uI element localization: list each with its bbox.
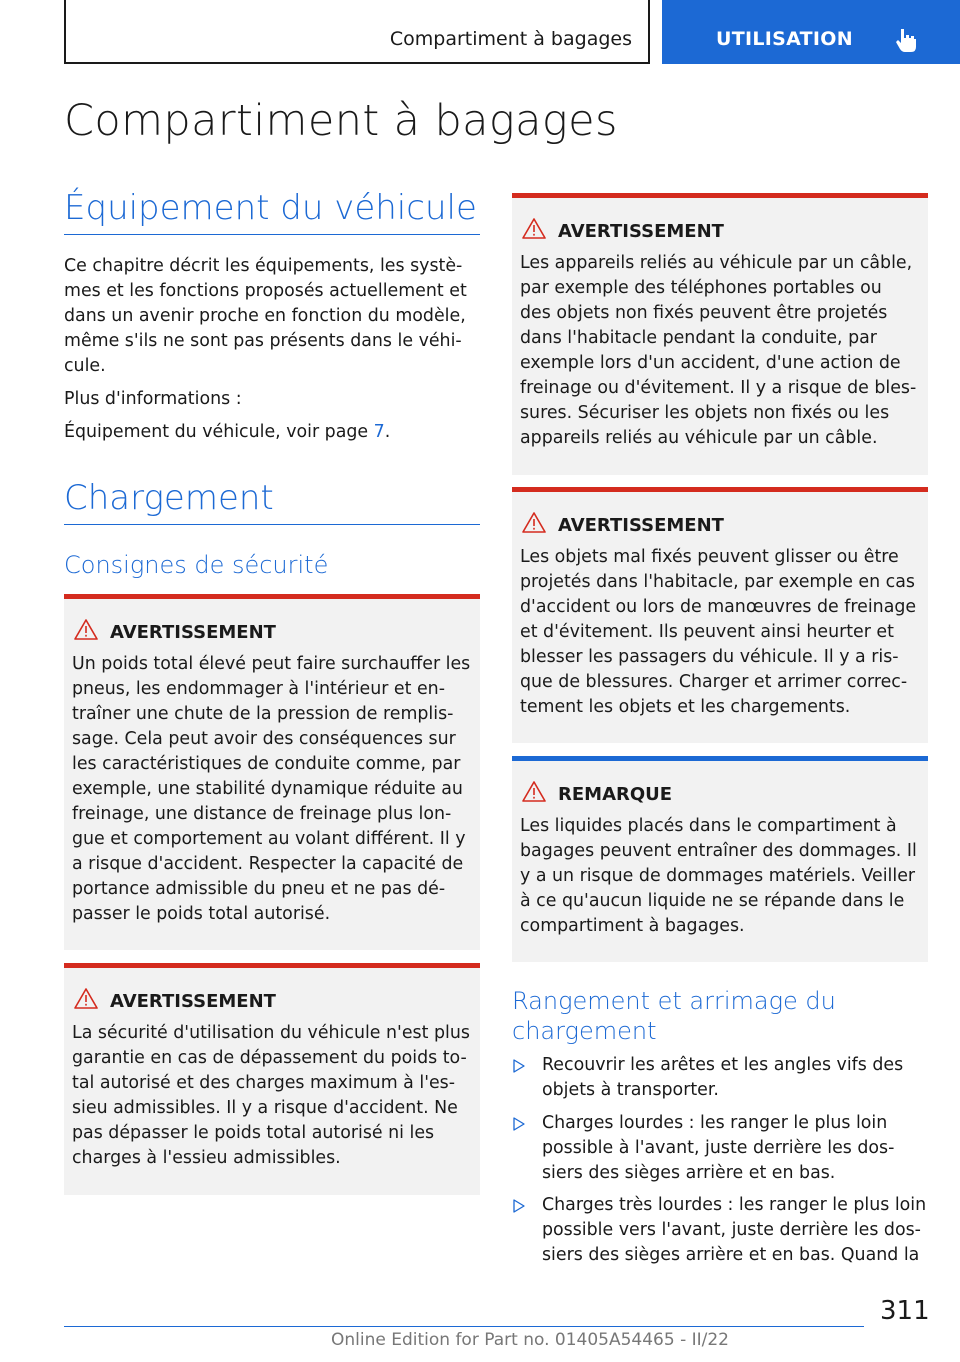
text-line: objets à transporter. (542, 1080, 719, 1100)
text-line: a risque d'accident. Respecter la capacité de (72, 854, 464, 874)
warning-triangle-icon (74, 618, 98, 642)
remark-title: REMARQUE (558, 784, 673, 805)
text-line: les caractéristiques de conduite comme, par (72, 754, 461, 774)
warning-text (72, 652, 476, 927)
text-line: Un poids total élevé peut faire surchauffer les (72, 654, 471, 674)
text-line: siers des sièges arrière et en bas. (542, 1163, 836, 1183)
text-line: bagages peuvent entraîner des dommages. Il (520, 841, 917, 861)
text-line: des objets non fixés peuvent être projetés (520, 303, 888, 323)
remark-bar (512, 756, 928, 761)
heading-chargement: Chargement (64, 478, 274, 518)
warning-bar (512, 193, 928, 198)
text-line: charges à l'essieu admissibles. (72, 1148, 341, 1168)
triangle-bullet-icon (512, 1198, 526, 1214)
text-line: par exemple des téléphones portables ou (520, 278, 882, 298)
text-line: Charges très lourdes : les ranger le plus loin (542, 1195, 927, 1215)
warning-text (72, 1021, 476, 1171)
heading-rule (64, 524, 480, 525)
page-reference-link[interactable]: 7 (373, 422, 385, 442)
text-line: exemple, une stabilité dynamique réduite au (72, 779, 463, 799)
text-line: possible à l'avant, juste derrière les dos- (542, 1138, 895, 1158)
text-line: pas dépasser le poids total autorisé ni les (72, 1123, 435, 1143)
subheading-consignes: Consignes de sécurité (64, 551, 329, 579)
list-item-text (542, 1193, 932, 1268)
equipement-paragraph (64, 254, 480, 379)
header-tab-label: UTILISATION (716, 28, 853, 50)
pointing-hand-icon (892, 26, 920, 54)
warning-box (512, 193, 928, 475)
text-line: dans un avenir proche en fonction du modèle, (64, 306, 466, 326)
text-line: chargement (512, 1017, 657, 1045)
text-line: pneus, les endommager à l'intérieur et en- (72, 679, 445, 699)
remark-text (520, 814, 924, 939)
text-line: d'accident ou lors de manœuvres de freinage (520, 597, 917, 617)
warning-box (512, 487, 928, 743)
heading-equipement: Équipement du véhicule (64, 188, 477, 228)
remark-box (512, 756, 928, 962)
warning-text (520, 251, 924, 451)
header-tab-utilisation[interactable] (662, 0, 960, 64)
text-line: dans l'habitacle pendant la conduite, par (520, 328, 877, 348)
text-line: appareils reliés au véhicule par un câble. (520, 428, 878, 448)
warning-box (64, 963, 480, 1195)
text-line: Rangement et arrimage du (512, 987, 836, 1015)
text-line: que de blessures. Charger et arrimer correc- (520, 672, 908, 692)
text-line: même s'ils ne sont pas présents dans le véhi- (64, 331, 462, 351)
text-line: compartiment à bagages. (520, 916, 745, 936)
text-line: cule. (64, 356, 106, 376)
text-line: siers des sièges arrière et en bas. Quand la (542, 1245, 920, 1265)
triangle-bullet-icon (512, 1058, 526, 1074)
warning-bar (512, 487, 928, 492)
text-line: mes et les fonctions proposés actuellement et (64, 281, 467, 301)
warning-title: AVERTISSEMENT (558, 221, 724, 242)
warning-text (520, 545, 924, 720)
text-line: y a un risque de dommages matériels. Veiller (520, 866, 916, 886)
text-line: portance admissible du pneu et ne pas dé- (72, 879, 446, 899)
text-line: Les liquides placés dans le compartiment à (520, 816, 897, 836)
text-line: La sécurité d'utilisation du véhicule n'est plus (72, 1023, 470, 1043)
text-line: Les appareils reliés au véhicule par un câble, (520, 253, 913, 273)
header-section-box (64, 0, 650, 64)
warning-bar (64, 594, 480, 599)
text-line: Recouvrir les arêtes et les angles vifs des (542, 1055, 904, 1075)
warning-triangle-icon (522, 511, 546, 535)
text-line: exemple lors d'un accident, d'une action de (520, 353, 901, 373)
footer-edition: Online Edition for Part no. 01405A54465 - II/22 (330, 1330, 729, 1350)
warning-bar (64, 963, 480, 968)
page-reference-text: Équipement du véhicule, voir page (64, 422, 374, 442)
text-line: blesser les passagers du véhicule. Il y a ris- (520, 647, 899, 667)
warning-triangle-icon (522, 780, 546, 804)
list-item-text (542, 1111, 932, 1186)
triangle-bullet-icon (512, 1116, 526, 1132)
text-line: traîner une chute de la pression de remplis- (72, 704, 454, 724)
text-line: Les objets mal fixés peuvent glisser ou être (520, 547, 899, 567)
footer-rule (64, 1326, 864, 1327)
page-number: 311 (880, 1296, 930, 1326)
text-line: possible vers l'avant, juste derrière les dos- (542, 1220, 921, 1240)
text-line: freinage ou d'évitement. Il y a risque de bles- (520, 378, 917, 398)
text-line: garantie en cas de dépassement du poids to- (72, 1048, 467, 1068)
warning-box (64, 594, 480, 950)
text-line: à ce qu'aucun liquide ne se répande dans le (520, 891, 905, 911)
warning-title: AVERTISSEMENT (558, 515, 724, 536)
heading-rule (64, 234, 480, 235)
text-line: freinage, une distance de freinage plus lon- (72, 804, 452, 824)
subheading-rangement (512, 986, 928, 1046)
text-line: Charges lourdes : les ranger le plus loin (542, 1113, 888, 1133)
text-line: projetés dans l'habitacle, par exemple en cas (520, 572, 915, 592)
text-line: et d'évitement. Ils peuvent ainsi heurter et (520, 622, 894, 642)
page-title: Compartiment à bagages (64, 96, 618, 146)
text-line: sures. Sécuriser les objets non fixés ou les (520, 403, 890, 423)
text-line: gue et comportement au volant différent. Il y (72, 829, 466, 849)
text-line: sage. Cela peut avoir des conséquences sur (72, 729, 456, 749)
more-info-label: Plus d'informations : (64, 389, 242, 409)
header-section-title: Compartiment à bagages (389, 28, 632, 50)
page-reference-end: . (384, 422, 391, 442)
text-line: passer le poids total autorisé. (72, 904, 331, 924)
list-item-text (542, 1053, 932, 1103)
warning-title: AVERTISSEMENT (110, 991, 276, 1012)
text-line: sieu admissibles. Il y a risque d'accident. Ne (72, 1098, 458, 1118)
warning-title: AVERTISSEMENT (110, 622, 276, 643)
text-line: tement les objets et les chargements. (520, 697, 851, 717)
text-line: tal autorisé et des charges maximum à l'es- (72, 1073, 456, 1093)
warning-triangle-icon (522, 217, 546, 241)
text-line: Ce chapitre décrit les équipements, les systè- (64, 256, 463, 276)
warning-triangle-icon (74, 987, 98, 1011)
page-reference (64, 420, 390, 445)
